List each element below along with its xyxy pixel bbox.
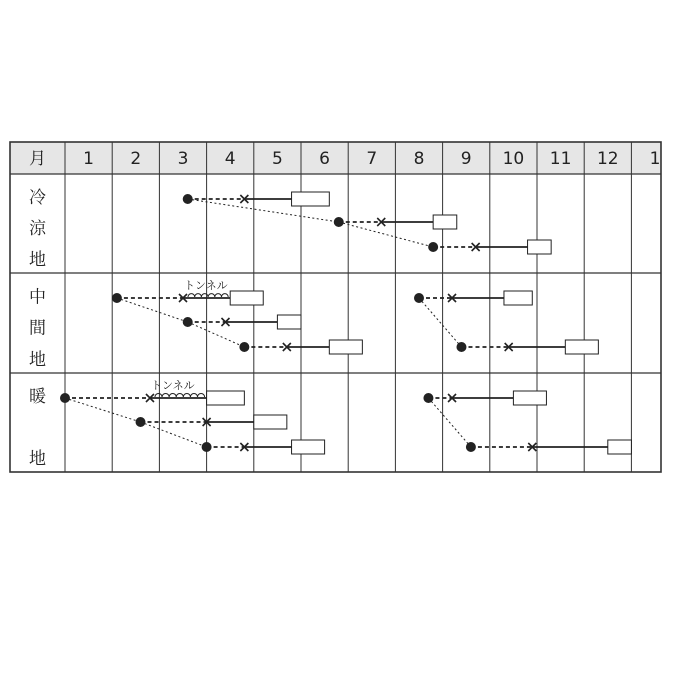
region-name-char: 地 bbox=[29, 250, 46, 271]
harvest-period-box bbox=[565, 340, 598, 354]
month-label: 3 bbox=[177, 149, 189, 169]
region-labels bbox=[29, 188, 47, 469]
sowing-dot bbox=[428, 242, 438, 252]
sowing-dot bbox=[112, 293, 122, 303]
tunnel-label: トンネル bbox=[150, 379, 195, 392]
month-label: 2 bbox=[130, 149, 142, 169]
harvest-period-box bbox=[292, 440, 325, 454]
sowing-dot bbox=[414, 293, 424, 303]
region-name-char: 冷 bbox=[29, 188, 46, 209]
sowing-link-dotted bbox=[188, 322, 245, 347]
tunnel-label: トンネル bbox=[184, 279, 228, 292]
month-label: 11 bbox=[549, 149, 572, 169]
sowing-link-dotted bbox=[428, 398, 470, 447]
harvest-period-box bbox=[254, 415, 287, 429]
harvest-period-box bbox=[329, 340, 362, 354]
harvest-period-box bbox=[504, 291, 532, 305]
region-name-char: 地 bbox=[29, 349, 46, 370]
harvest-period-box bbox=[608, 440, 632, 454]
region-name-char: 間 bbox=[29, 318, 46, 339]
sowing-dot bbox=[334, 217, 344, 227]
harvest-period-box bbox=[513, 391, 546, 405]
sowing-dot bbox=[136, 417, 146, 427]
month-label: 8 bbox=[413, 149, 425, 169]
region-name-char: 地 bbox=[29, 449, 46, 470]
month-label: 6 bbox=[319, 149, 331, 169]
month-label: 4 bbox=[224, 149, 236, 169]
region-name-char: 中 bbox=[29, 287, 46, 308]
tunnel-arc-mark bbox=[188, 294, 228, 297]
month-label: 7 bbox=[366, 149, 378, 169]
sowing-link-dotted bbox=[339, 222, 433, 247]
sowing-link-dotted bbox=[65, 398, 141, 422]
month-label: 1 bbox=[83, 149, 95, 169]
sowing-dot bbox=[60, 393, 70, 403]
calendar-grid bbox=[10, 142, 661, 472]
sowing-link-dotted bbox=[141, 422, 207, 447]
table-border bbox=[10, 142, 661, 472]
harvest-period-box bbox=[207, 391, 245, 405]
month-header-label: 月 bbox=[29, 149, 46, 169]
month-label: 12 bbox=[596, 149, 619, 169]
harvest-period-box bbox=[528, 240, 552, 254]
harvest-period-box bbox=[292, 192, 330, 206]
sowing-dot bbox=[423, 393, 433, 403]
schedule-marks bbox=[60, 192, 631, 454]
region-name-char: 涼 bbox=[29, 219, 46, 240]
harvest-period-box bbox=[277, 315, 301, 329]
month-label: 1 bbox=[649, 149, 661, 169]
month-label: 9 bbox=[460, 149, 472, 169]
sowing-link-dotted bbox=[117, 298, 188, 322]
sowing-dot bbox=[202, 442, 212, 452]
sowing-dot bbox=[183, 194, 193, 204]
month-label: 5 bbox=[271, 149, 283, 169]
sowing-dot bbox=[456, 342, 466, 352]
sowing-dot bbox=[183, 317, 193, 327]
tunnel-arc-mark bbox=[155, 393, 205, 397]
sowing-dot bbox=[239, 342, 249, 352]
region-name-char: 暖 bbox=[29, 387, 46, 408]
sowing-link-dotted bbox=[419, 298, 461, 347]
month-label: 10 bbox=[502, 149, 525, 169]
sowing-dot bbox=[466, 442, 476, 452]
harvest-period-box bbox=[230, 291, 263, 305]
harvest-period-box bbox=[433, 215, 457, 229]
